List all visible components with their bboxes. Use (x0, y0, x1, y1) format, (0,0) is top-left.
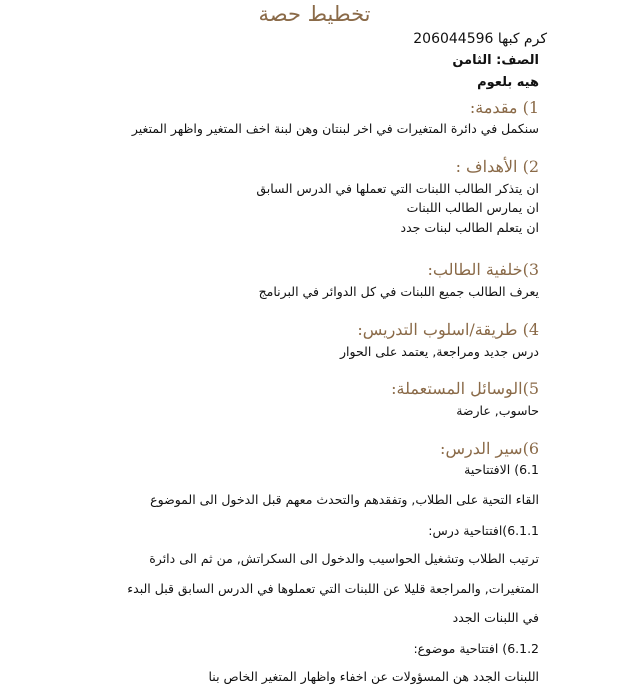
goal-item: ان يتعلم الطالب لبنات جدد (400, 220, 539, 235)
opening-lesson-line: في اللبنات الجدد (452, 610, 539, 625)
method-text: درس جديد ومراجعة, يعتمد على الحوار (340, 344, 539, 359)
goals-heading: 2) الأهداف : (455, 157, 539, 176)
opening-heading: 6.1) الافتتاحية (464, 462, 539, 477)
opening-lesson-heading: 6.1.1)افتتاحية درس: (428, 523, 539, 538)
tools-heading: 5)الوسائل المستعملة: (391, 379, 539, 398)
background-text: يعرف الطالب جميع اللبنات في كل الدوائر في البرنامج (258, 284, 539, 299)
method-heading: 4) طريقة/اسلوب التدريس: (357, 320, 539, 339)
opening-topic-text: اللبنات الجدد هن المسؤولات عن اخفاء واظهار المتغير الخاص بنا (208, 669, 539, 684)
opening-lesson-line: ترتيب الطلاب وتشغيل الحواسيب والدخول الى السكراتش, من ثم الى دائرة (149, 551, 539, 566)
tools-text: حاسوب, عارضة (456, 403, 539, 418)
grade-label: الصف: الثامن (452, 53, 539, 68)
background-heading: 3)خلفية الطالب: (427, 260, 539, 279)
flow-heading: 6)سير الدرس: (440, 439, 539, 458)
intro-heading: 1) مقدمة: (469, 98, 539, 117)
student-name-id: كرم كبها 206044596 (413, 31, 547, 47)
opening-lesson-line: المتغيرات, والمراجعة قليلا عن اللبنات التي تعملوها في الدرس السابق قبل البدء (127, 581, 539, 596)
intro-text: سنكمل في دائرة المتغيرات في اخر لبنتان وهن لبنة اخف المتغير واظهر المتغير (131, 121, 539, 136)
teacher-name: هيه بلعوم (477, 75, 539, 90)
page-title: تخطيط حصة (258, 2, 371, 26)
opening-topic-heading: 6.1.2) افتتاحية موضوع: (413, 641, 539, 656)
goal-item: ان يمارس الطالب اللبنات (406, 200, 539, 215)
opening-text: القاء التحية على الطلاب, وتفقدهم والتحدث معهم قبل الدخول الى الموضوع (150, 492, 539, 507)
goal-item: ان يتذكر الطالب اللبنات التي تعملها في الدرس السابق (256, 181, 539, 196)
